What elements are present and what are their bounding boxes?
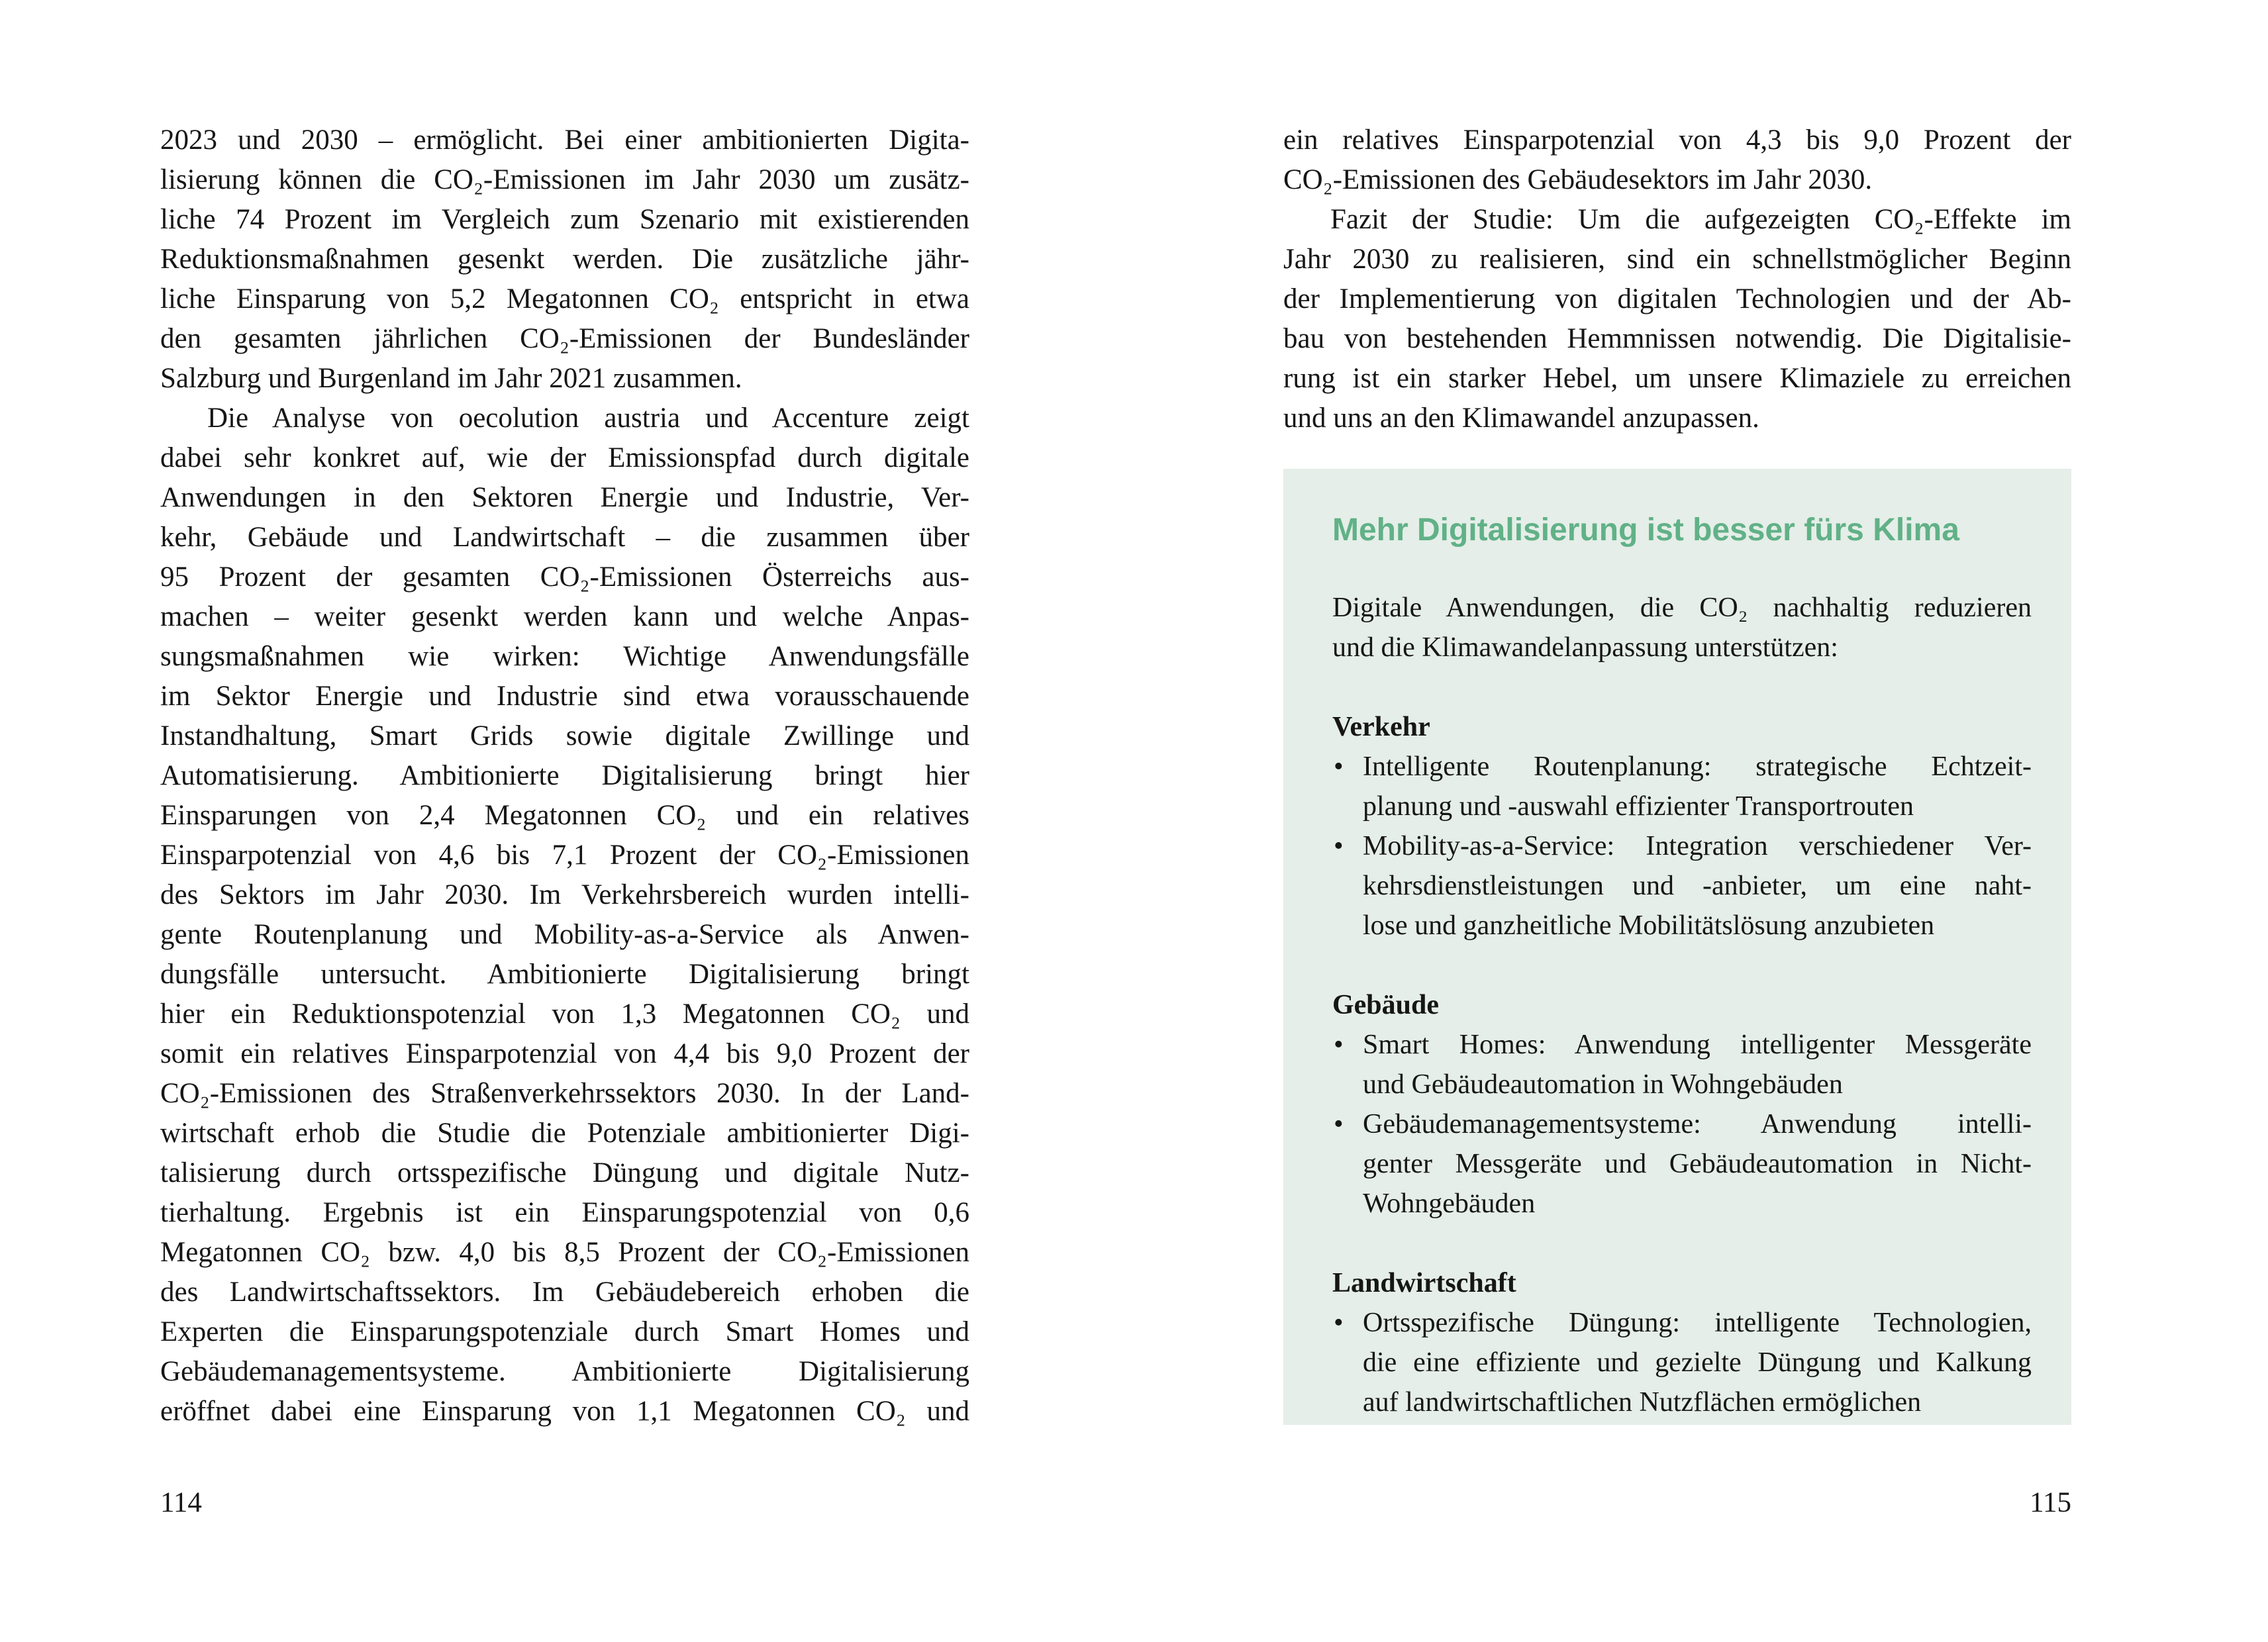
text-line: Digitale Anwendungen, die CO₂ nachhaltig reduzieren [1332,593,2032,623]
text-line: gente Routenplanung und Mobility-as-a-Service als Anwen- [160,919,969,950]
text-line: Instandhaltung, Smart Grids sowie digitale Zwillinge und [160,720,969,751]
text-line: Experten die Einsparungspotenziale durch Smart Homes und [160,1316,969,1347]
text-line: des Sektors im Jahr 2030. Im Verkehrsbereich wurden intelli- [160,879,969,910]
text-line: planung und -auswahl effizienter Transportrouten [1363,791,1914,822]
text-line: kehrsdienstleistungen und -anbieter, um eine naht- [1363,871,2032,901]
text-line: auf landwirtschaftlichen Nutzflächen ermöglichen [1363,1387,1922,1418]
text-line: Jahr 2030 zu realisieren, sind ein schnellstmöglicher Beginn [1283,244,2071,275]
bullet-item [1332,1025,2032,1104]
text-line: machen – weiter gesenkt werden kann und welche Anpas- [160,601,969,632]
text-line: talisierung durch ortsspezifische Düngung und digitale Nutz- [160,1157,969,1188]
box-section [1332,985,2032,1224]
text-line: eröffnet dabei eine Einsparung von 1,1 Megatonnen CO₂ und [160,1396,969,1427]
bullet-icon: • [1334,751,1344,782]
text-line: Reduktionsmaßnahmen gesenkt werden. Die zusätzliche jähr- [160,244,969,275]
bullet-item [1332,747,2032,826]
text-line: und uns an den Klimawandel anzupassen. [1283,403,1759,434]
text-line: somit ein relatives Einsparpotenzial von 4,4 bis 9,0 Prozent der [160,1038,969,1069]
text-line: lose und ganzheitliche Mobilitätslösung anzubieten [1363,910,1935,941]
box-section-heading: Verkehr [1332,712,1430,742]
text-line: liche Einsparung von 5,2 Megatonnen CO₂ entspricht in etwa [160,283,969,314]
text-line: Ortsspezifische Düngung: intelligente Technologien, [1363,1308,2032,1338]
climate-info-box [1283,469,2071,1425]
text-line: liche 74 Prozent im Vergleich zum Szenario mit existierenden [160,204,969,235]
text-line: Megatonnen CO₂ bzw. 4,0 bis 8,5 Prozent der CO₂-Emissionen [160,1237,969,1268]
bullet-item [1332,826,2032,945]
text-line: Einsparpotenzial von 4,6 bis 7,1 Prozent der CO₂-Emissionen [160,840,969,871]
left-page-number: 114 [160,1487,202,1518]
text-line: Salzburg und Burgenland im Jahr 2021 zusammen. [160,363,742,394]
text-line: Anwendungen in den Sektoren Energie und Industrie, Ver- [160,482,969,513]
text-line: ein relatives Einsparpotenzial von 4,3 bis 9,0 Prozent der [1283,124,2071,156]
text-line: Mobility-as-a-Service: Integration verschiedener Ver- [1363,831,2032,861]
text-line: Gebäudemanagementsysteme: Anwendung intelli- [1363,1109,2032,1139]
text-line: die eine effiziente und gezielte Düngung und Kalkung [1363,1347,2032,1378]
box-section [1332,1263,2032,1422]
text-line: kehr, Gebäude und Landwirtschaft – die zusammen über [160,522,969,553]
right-page-number: 115 [2030,1487,2071,1518]
text-line: Smart Homes: Anwendung intelligenter Messgeräte [1363,1030,2032,1060]
text-line: hier ein Reduktionspotenzial von 1,3 Megatonnen CO₂ und [160,998,969,1030]
text-line: 2023 und 2030 – ermöglicht. Bei einer ambitionierten Digita- [160,124,969,156]
bullet-icon: • [1334,1030,1344,1060]
box-section-heading: Gebäude [1332,990,1440,1020]
text-line: Intelligente Routenplanung: strategische Echtzeit- [1363,751,2032,782]
bullet-icon: • [1334,1308,1344,1338]
bullet-item [1332,1104,2032,1224]
text-line: dungsfälle untersucht. Ambitionierte Digitalisierung bringt [160,959,969,990]
text-line: 95 Prozent der gesamten CO₂-Emissionen Österreichs aus- [160,561,969,593]
text-line: Gebäudemanagementsysteme. Ambitionierte Digitalisierung [160,1356,969,1387]
info-box-intro [1332,588,2032,667]
text-line: sungsmaßnahmen wie wirken: Wichtige Anwendungsfälle [160,641,969,672]
text-line: Die Analyse von oecolution austria und Accenture zeigt [207,403,969,434]
text-line: lisierung können die CO₂-Emissionen im Jahr 2030 um zusätz- [160,164,969,195]
bullet-icon: • [1334,831,1344,861]
text-line: wirtschaft erhob die Studie die Potenziale ambitionierter Digi- [160,1118,969,1149]
text-line: genter Messgeräte und Gebäudeautomation in Nicht- [1363,1149,2032,1179]
bullet-item [1332,1303,2032,1422]
info-box-content [1332,588,2032,1422]
bullet-icon: • [1334,1109,1344,1139]
text-line: CO₂-Emissionen des Straßenverkehrssektors 2030. In der Land- [160,1078,969,1109]
text-line: tierhaltung. Ergebnis ist ein Einsparungspotenzial von 0,6 [160,1197,969,1228]
text-line: im Sektor Energie und Industrie sind etwa vorausschauende [160,681,969,712]
right-page-text [1283,121,2071,438]
text-line: CO₂-Emissionen des Gebäudesektors im Jahr 2030. [1283,164,1873,195]
text-line: Wohngebäuden [1363,1188,1536,1219]
page-115 [1134,0,2268,1642]
text-line: des Landwirtschaftssektors. Im Gebäudebereich erhoben die [160,1277,969,1308]
box-section [1332,707,2032,945]
left-page-text [160,121,969,1431]
box-section-heading: Landwirtschaft [1332,1268,1516,1298]
text-line: Automatisierung. Ambitionierte Digitalisierung bringt hier [160,760,969,791]
info-box-title: Mehr Digitalisierung ist besser fürs Klima [1332,512,1959,548]
text-line: Einsparungen von 2,4 Megatonnen CO₂ und ein relatives [160,800,969,831]
text-line: Fazit der Studie: Um die aufgezeigten CO₂-Effekte im [1330,204,2071,235]
text-line: rung ist ein starker Hebel, um unsere Klimaziele zu erreichen [1283,363,2071,394]
text-line: und Gebäudeautomation in Wohngebäuden [1363,1069,1843,1100]
text-line: und die Klimawandelanpassung unterstützen: [1332,632,1838,663]
text-line: bau von bestehenden Hemmnissen notwendig. Die Digitalisie- [1283,323,2071,354]
text-line: den gesamten jährlichen CO₂-Emissionen der Bundesländer [160,323,969,354]
text-line: der Implementierung von digitalen Technologien und der Ab- [1283,283,2071,314]
text-line: dabei sehr konkret auf, wie der Emissionspfad durch digitale [160,442,969,473]
